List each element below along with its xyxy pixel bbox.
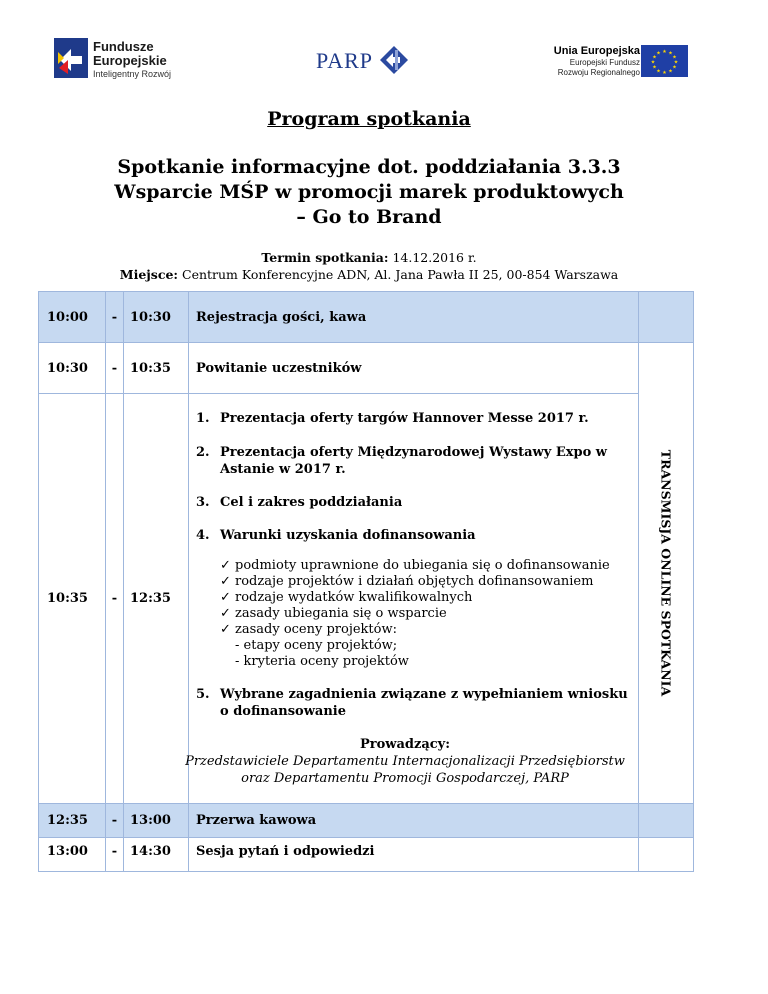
- item-number: 2.: [196, 445, 210, 460]
- check-text: podmioty uprawnione do ubiegania się o dofinansowanie: [235, 558, 610, 573]
- row-description: Rejestracja gości, kawa: [189, 292, 639, 343]
- subpoint: - kryteria oceny projektów: [235, 654, 409, 669]
- agenda-row-main: [39, 394, 694, 804]
- subtitle-line1: Spotkanie informacyjne dot. poddziałania 3.3.3: [117, 156, 621, 178]
- check-text: rodzaje projektów i działań objętych dofinansowaniem: [235, 574, 594, 589]
- list-item: [196, 494, 630, 511]
- parp-logo: [316, 46, 408, 74]
- check-icon: ✓: [220, 606, 231, 621]
- eu-flag-icon: [641, 45, 688, 77]
- presenter-line1: Przedstawiciele Departamentu Internacjonalizacji Przedsiębiorstw: [185, 754, 625, 769]
- item-text: Prezentacja oferty targów Hannover Messe 2017 r.: [220, 411, 589, 426]
- row-start-time: 10:35: [39, 394, 106, 804]
- list-item: [220, 574, 630, 590]
- subtitle-line3: – Go to Brand: [296, 206, 442, 228]
- ue-fund-line2: Rozwoju Regionalnego: [557, 68, 640, 77]
- agenda-row: [39, 343, 694, 394]
- svg-text:★: ★: [652, 64, 657, 71]
- row-start-time: 12:35: [39, 804, 106, 838]
- meeting-meta: [0, 249, 738, 283]
- meeting-subtitle: [0, 155, 738, 230]
- agenda-row: [39, 292, 694, 343]
- date-label: Termin spotkania:: [261, 250, 389, 265]
- check-icon: ✓: [220, 558, 231, 573]
- conditions-list: [220, 558, 630, 638]
- subpoint: - etapy oceny projektów;: [235, 638, 398, 653]
- row-dash: -: [106, 394, 124, 804]
- row-end-time: 14:30: [124, 838, 189, 872]
- row-dash: -: [106, 292, 124, 343]
- svg-text:★: ★: [668, 50, 673, 57]
- list-item: [220, 558, 630, 574]
- row-description: Przerwa kawowa: [189, 804, 639, 838]
- list-item: [220, 622, 630, 638]
- row-end-time: 12:35: [124, 394, 189, 804]
- fe-program: Inteligentny Rozwój: [93, 69, 172, 79]
- presenter-block: [180, 736, 630, 787]
- svg-text:★: ★: [652, 54, 657, 61]
- item-number: 3.: [196, 495, 210, 510]
- check-text: zasady oceny projektów:: [235, 622, 397, 637]
- row-end-time: 10:30: [124, 292, 189, 343]
- side-cell: [639, 804, 694, 838]
- date-value: 14.12.2016 r.: [392, 250, 477, 265]
- header-logos: [0, 0, 768, 100]
- meeting-place: [0, 266, 738, 283]
- list-item: [196, 444, 630, 478]
- row-end-time: 10:35: [124, 343, 189, 394]
- parp-text: PARP: [316, 48, 374, 73]
- svg-text:★: ★: [656, 68, 661, 75]
- fundusze-europejskie-text: [93, 40, 171, 80]
- ue-text: [546, 45, 640, 78]
- meeting-date: [0, 249, 738, 266]
- list-item: [196, 527, 630, 670]
- check-icon: ✓: [220, 622, 231, 637]
- agenda-row: [39, 804, 694, 838]
- main-session-content: [185, 394, 639, 804]
- item-text: Prezentacja oferty Międzynarodowej Wystawy Expo w Astanie w 2017 r.: [220, 445, 607, 477]
- list-item: [196, 410, 630, 427]
- page-title: Program spotkania: [267, 108, 471, 130]
- row-dash: -: [106, 838, 124, 872]
- svg-text:★: ★: [673, 59, 679, 66]
- row-start-time: 10:00: [39, 292, 106, 343]
- check-icon: ✓: [220, 574, 231, 589]
- item-text: Wybrane zagadnienia związane z wypełnianiem wniosku o dofinansowanie: [220, 687, 628, 719]
- presenter-line2: oraz Departamentu Promocji Gospodarczej, PARP: [241, 771, 569, 786]
- ue-fund-line1: Europejski Fundusz: [569, 58, 640, 67]
- agenda-row: [39, 838, 694, 872]
- subtitle-line2: Wsparcie MŚP w promocji marek produktowych: [114, 181, 624, 203]
- fundusze-europejskie-logo-icon: [54, 38, 88, 78]
- online-transmission-cell: [639, 343, 694, 804]
- online-transmission-label: TRANSMISJA ONLINE SPOTKANIA: [658, 449, 674, 697]
- item-text: Warunki uzyskania dofinansowania: [220, 528, 476, 543]
- side-cell: [639, 292, 694, 343]
- presenter-label: Prowadzący:: [359, 737, 451, 752]
- item-text: Cel i zakres poddziałania: [220, 495, 403, 510]
- svg-text:★: ★: [656, 50, 661, 57]
- parp-arrows-icon: [380, 46, 408, 74]
- item-number: 1.: [196, 411, 210, 426]
- svg-text:★: ★: [662, 70, 667, 76]
- ue-title: Unia Europejska: [553, 45, 640, 57]
- check-text: zasady ubiegania się o wsparcie: [235, 606, 447, 621]
- fe-name-line1: Fundusze: [93, 39, 154, 54]
- svg-text:★: ★: [672, 64, 677, 71]
- agenda-table: [38, 291, 694, 872]
- item-number: 4.: [196, 528, 210, 543]
- row-description: Powitanie uczestników: [189, 343, 639, 394]
- svg-text:★: ★: [668, 68, 673, 75]
- item-number: 5.: [196, 687, 210, 702]
- row-start-time: 10:30: [39, 343, 106, 394]
- check-icon: ✓: [220, 590, 231, 605]
- fe-name-line2: Europejskie: [93, 53, 167, 68]
- place-value: Centrum Konferencyjne ADN, Al. Jana Pawła II 25, 00-854 Warszawa: [182, 267, 619, 282]
- list-item: [220, 606, 630, 622]
- row-end-time: 13:00: [124, 804, 189, 838]
- svg-text:★: ★: [672, 54, 677, 61]
- side-cell: [639, 838, 694, 872]
- place-label: Miejsce:: [119, 267, 179, 282]
- svg-text:★: ★: [650, 59, 656, 66]
- row-description: Sesja pytań i odpowiedzi: [189, 838, 639, 872]
- check-text: rodzaje wydatków kwalifikowalnych: [235, 590, 473, 605]
- row-start-time: 13:00: [39, 838, 106, 872]
- list-item: [196, 686, 630, 720]
- row-dash: -: [106, 804, 124, 838]
- svg-text:★: ★: [662, 49, 667, 55]
- topics-list: [196, 410, 630, 720]
- row-dash: -: [106, 343, 124, 394]
- list-item: [220, 590, 630, 606]
